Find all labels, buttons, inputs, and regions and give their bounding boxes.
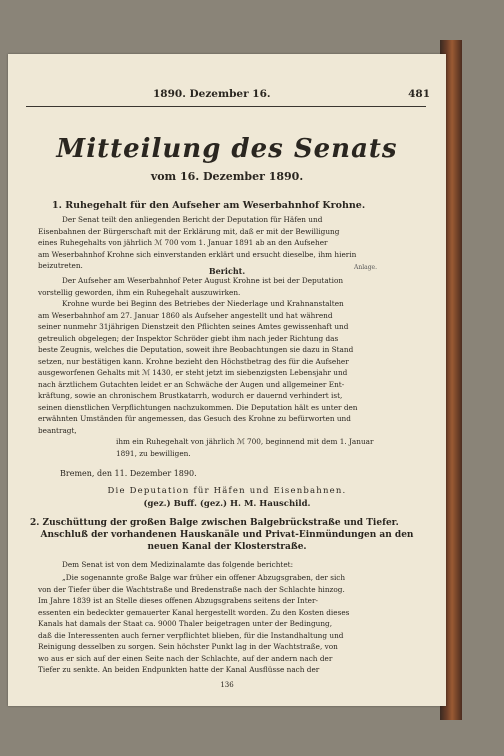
text-line: Krohne wurde bei Beginn des Betriebes der Niederlage und Krahnanstalten bbox=[62, 299, 344, 308]
text-line: Eisenbahnen der Bürgerschaft mit der Erklärung mit, daß er mit der Bewilligung bbox=[38, 226, 340, 236]
section1-heading: 1. Ruhegehalt für den Aufseher am Weserbahnhof Krohne. bbox=[52, 200, 366, 211]
text-line: am Weserbahnhof am 27. Januar 1860 als Aufseher angestellt und hat während bbox=[38, 310, 333, 320]
text-line: daß die Interessenten auch ferner verpflichtet blieben, für die Instandhaltung und bbox=[38, 630, 344, 640]
header-date: 1890. Dezember 16. bbox=[153, 88, 271, 100]
place-date: Bremen, den 11. Dezember 1890. bbox=[60, 469, 197, 478]
text-line: Tiefer zu senkte. An beiden Endpunkten hatte der Kanal Ausflüsse nach der bbox=[38, 665, 320, 674]
text-line: beantragt, bbox=[38, 425, 77, 435]
text-line: ausgeworfenen Gehalts mit ℳ 1430, er steht jetzt im siebenzigsten Lebensjahr und bbox=[38, 368, 348, 377]
text-line: getreulich obgelegen; der Inspektor Schröder giebt ihm nach jeder Richtung das bbox=[38, 333, 339, 343]
text-line: beizutreten. bbox=[38, 261, 83, 270]
footer-number: 136 bbox=[220, 681, 234, 689]
page-number: 481 bbox=[408, 88, 430, 100]
text-line: seiner nunmehr 31jährigen Dienstzeit den Pflichten seines Amtes gewissenhaft und bbox=[38, 322, 349, 331]
section2-intro: Dem Senat ist von dem Medizinalamte das folgende berichtet: bbox=[62, 560, 294, 569]
text-line: seinen dienstlichen Verpflichtungen nachzukommen. Die Deputation hält es unter den bbox=[38, 402, 358, 412]
text-line: nach ärztlichem Gutachten leidet er an Schwäche der Augen und allgemeiner Ent- bbox=[38, 379, 345, 389]
section2-heading-line: neuen Kanal der Klosterstraße. bbox=[147, 542, 307, 552]
text-line: erwähnten Umständen für angemessen, das Gesuch des Krohne zu befürworten und bbox=[38, 414, 351, 423]
section2-heading-line: 2. Zuschüttung der großen Balge zwischen Balgebrückstraße und Tiefer. bbox=[30, 518, 399, 528]
deputation-name: Die Deputation für Häfen und Eisenbahnen. bbox=[107, 486, 347, 496]
text-line: Der Senat teilt den anliegenden Bericht der Deputation für Häfen und bbox=[62, 215, 323, 224]
text-line: vorstellig geworden, ihm ein Ruhegehalt auszuwirken. bbox=[38, 287, 241, 297]
section2-heading-line: Anschluß der vorhandenen Hauskanäle und Privat-Einmündungen an den bbox=[40, 530, 414, 540]
text-line: Der Aufseher am Weserbahnhof Peter August Krohne ist bei der Deputation bbox=[62, 276, 344, 285]
anlage-margin-note: Anlage. bbox=[354, 264, 377, 271]
header-rule bbox=[26, 106, 426, 107]
text-line: am Weserbahnhof Krohne sich einverstanden erklärt und ersucht dieselbe, ihm hierin bbox=[38, 249, 357, 259]
document-page bbox=[8, 54, 446, 706]
text-line: beste Zeugnis, welches die Deputation, soweit ihre Beobachtungen sie dazu in Stand bbox=[38, 345, 354, 354]
page-title: Mitteilung des Senats bbox=[56, 134, 398, 164]
bericht-label: Bericht. bbox=[208, 266, 246, 276]
page-subtitle: vom 16. Dezember 1890. bbox=[150, 170, 304, 183]
text-line: essenten ein bedeckter gemauerter Kanal hergestellt worden. Zu den Kosten dieses bbox=[38, 607, 350, 617]
text-line: kräftung, sowie an chronischem Brustkatarrh, wodurch er dauernd verhindert ist, bbox=[38, 391, 343, 400]
text-line: Reinigung desselben zu sorgen. Sein höchster Punkt lag in der Wachtstraße, von bbox=[38, 642, 338, 651]
text-line: wo aus er sich auf der einen Seite nach der Schlachte, auf der andern nach der bbox=[38, 653, 333, 663]
text-line: Im Jahre 1839 ist an Stelle dieses offenen Abzugsgrabens seitens der Inter- bbox=[38, 596, 318, 605]
text-line: eines Ruhegehalts von jährlich ℳ 700 vom 1. Januar 1891 ab an den Aufseher bbox=[38, 238, 328, 247]
text-line: von der Tiefer über die Wachtstraße und Bredenstraße nach der Schlachte hinzog. bbox=[38, 584, 345, 594]
antrag-line: 1891, zu bewilligen. bbox=[116, 448, 191, 458]
signatures: (gez.) Buff. (gez.) H. M. Hauschild. bbox=[143, 499, 311, 509]
antrag-line: ihm ein Ruhegehalt von jährlich ℳ 700, beginnend mit dem 1. Januar bbox=[116, 437, 374, 446]
text-line: setzen, nur bestätigen kann. Krohne bezieht den Höchstbetrag des für die Aufseher bbox=[38, 356, 349, 366]
text-line: Kanals hat damals der Staat ca. 9000 Thaler beigetragen unter der Bedingung, bbox=[38, 619, 333, 628]
running-header bbox=[8, 88, 446, 102]
text-line: „Die sogenannte große Balge war früher ein offener Abzugsgraben, der sich bbox=[62, 573, 346, 582]
